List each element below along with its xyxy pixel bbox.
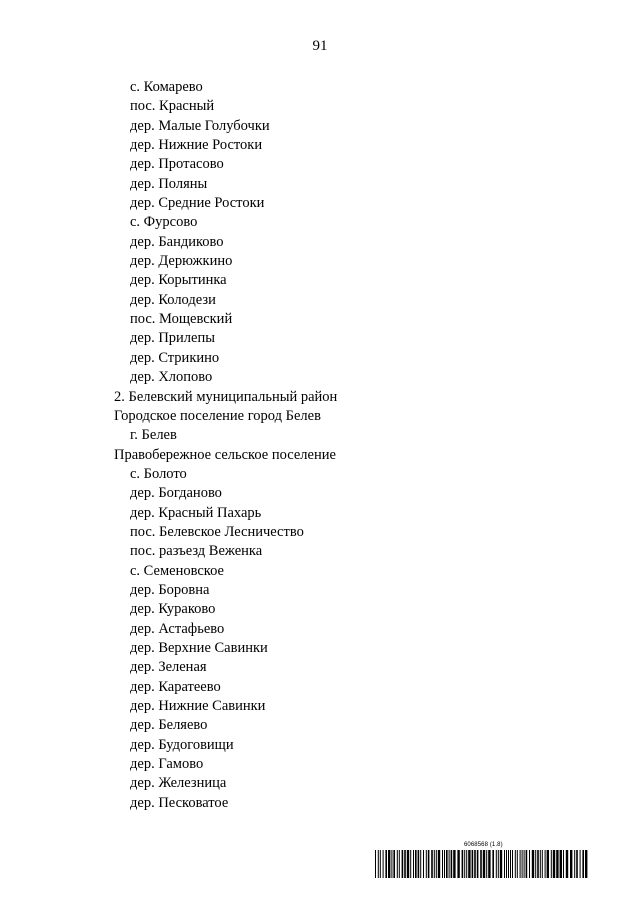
barcode-bar [526,850,528,878]
list-line: дер. Песковатое [130,794,229,811]
barcode-bar [553,850,555,878]
barcode-bar [399,850,400,878]
list-line: дер. Кураково [130,601,216,618]
barcode-bar [585,850,587,878]
settlement-list [114,78,600,813]
barcode-bar [582,850,584,878]
barcode-bar [542,850,543,878]
barcode-bar [388,850,390,878]
barcode-bar [524,850,525,878]
list-line: дер. Зеленая [130,659,207,676]
barcode-bar [397,850,398,878]
barcode-bar [500,850,502,878]
barcode-bar [393,850,395,878]
list-line: с. Комарево [130,79,203,95]
barcode-bar [522,850,523,878]
list-line: с. Болото [130,465,187,482]
barcode-bar [434,850,435,878]
list-line: дер. Будоговищи [130,736,234,753]
list-line: дер. Поляны [130,175,208,192]
barcode-bar [428,850,430,878]
list-line: дер. Богданово [130,485,222,502]
barcode-bar [529,850,530,878]
barcode-bar [540,850,541,878]
barcode-bar [480,850,482,878]
list-line: пос. Белевское Лесничество [130,523,304,540]
barcode-bar [383,850,384,878]
list-line: дер. Протасово [130,156,224,173]
barcode-bar [380,850,381,878]
barcode-bar [426,850,427,878]
list-line: дер. Средние Ростоки [130,195,265,212]
barcode-bar [436,850,437,878]
barcode-bar [404,850,406,878]
barcode-bar [520,850,521,878]
list-line: с. Фурсово [130,214,198,231]
barcode-bar [418,850,420,878]
barcode-bar [472,850,474,878]
list-line: пос. разъезд Веженка [130,543,263,560]
barcode-bar [576,850,578,878]
barcode-bar [407,850,409,878]
list-line: Правобережное сельское поселение [114,446,336,463]
list-line: пос. Мощевский [130,311,233,328]
list-line: дер. Колодези [130,291,216,308]
list-line: дер. Дерюжкино [130,253,233,270]
barcode-bar [420,850,421,878]
barcode-bar [492,850,494,878]
list-line: Городское поселение город Белев [114,407,321,424]
list-line: дер. Бандиково [130,233,224,250]
barcode-bar [488,850,490,878]
barcode-bar [574,850,575,878]
barcode-bar [375,850,376,878]
list-line: пос. Красный [130,98,215,115]
barcode-bar [580,850,581,878]
barcode-bar [512,850,513,878]
barcode-bar [532,850,534,878]
list-line: дер. Железница [130,775,227,792]
barcode-bar [451,850,453,878]
barcode-bar [486,850,487,878]
barcode-bar [547,850,549,878]
barcode-bar [391,850,392,878]
barcode-bar [438,850,440,878]
list-line: дер. Стрикино [130,349,220,366]
barcode-bar [515,850,516,878]
barcode-bar [551,850,552,878]
barcode-bar [508,850,509,878]
list-line: дер. Красный Пахарь [130,504,262,521]
barcode-bar [446,850,448,878]
list-line: дер. Беляево [130,717,208,734]
barcode-bar [413,850,414,878]
list-line: дер. Боровна [130,581,210,598]
barcode-bar [483,850,485,878]
list-line: г. Белев [130,427,177,444]
barcode-bar [506,850,507,878]
barcode-bar [385,850,387,878]
barcode-bar [444,850,445,878]
barcode-bar [535,850,536,878]
barcode-bar [457,850,459,878]
barcode-bar [517,850,518,878]
barcode-bar [563,850,564,878]
list-line: дер. Малые Голубочки [130,117,270,134]
barcode [375,850,590,878]
barcode-bar [462,850,464,878]
barcode-bar [537,850,539,878]
list-line: дер. Астафьево [130,620,225,637]
barcode-bar [423,850,424,878]
barcode-bar [453,850,455,878]
page-number: 91 [312,38,328,54]
barcode-bar [378,850,379,878]
barcode-bar [498,850,499,878]
barcode-bar [410,850,411,878]
list-line: 2. Белевский муниципальный район [114,388,338,405]
barcode-label: 6068568 (1.8) [464,842,503,848]
list-line: дер. Хлопово [130,369,213,386]
barcode-bar [442,850,443,878]
list-line: дер. Нижние Савинки [130,698,266,714]
barcode-bar [496,850,497,878]
list-line: дер. Каратеево [130,678,221,695]
list-line: дер. Нижние Ростоки [130,137,263,154]
barcode-bar [449,850,450,878]
barcode-bar [570,850,572,878]
list-line: с. Семеновское [130,562,224,579]
list-line: дер. Верхние Савинки [130,639,268,656]
barcode-bar [466,850,467,878]
barcode-bar [468,850,470,878]
barcode-bar [464,850,465,878]
barcode-bar [402,850,404,878]
barcode-bar [545,850,546,878]
barcode-bar [566,850,568,878]
barcode-bar [474,850,476,878]
list-line: дер. Прилепы [130,330,215,347]
list-line: дер. Гамово [130,756,204,773]
barcode-bar [556,850,558,878]
barcode-bar [415,850,417,878]
barcode-bar [560,850,562,878]
barcode-bar [504,850,505,878]
barcode-bar [477,850,479,878]
barcode-bar [431,850,433,878]
barcode-bar [510,850,511,878]
list-line: дер. Корытинка [130,272,227,289]
